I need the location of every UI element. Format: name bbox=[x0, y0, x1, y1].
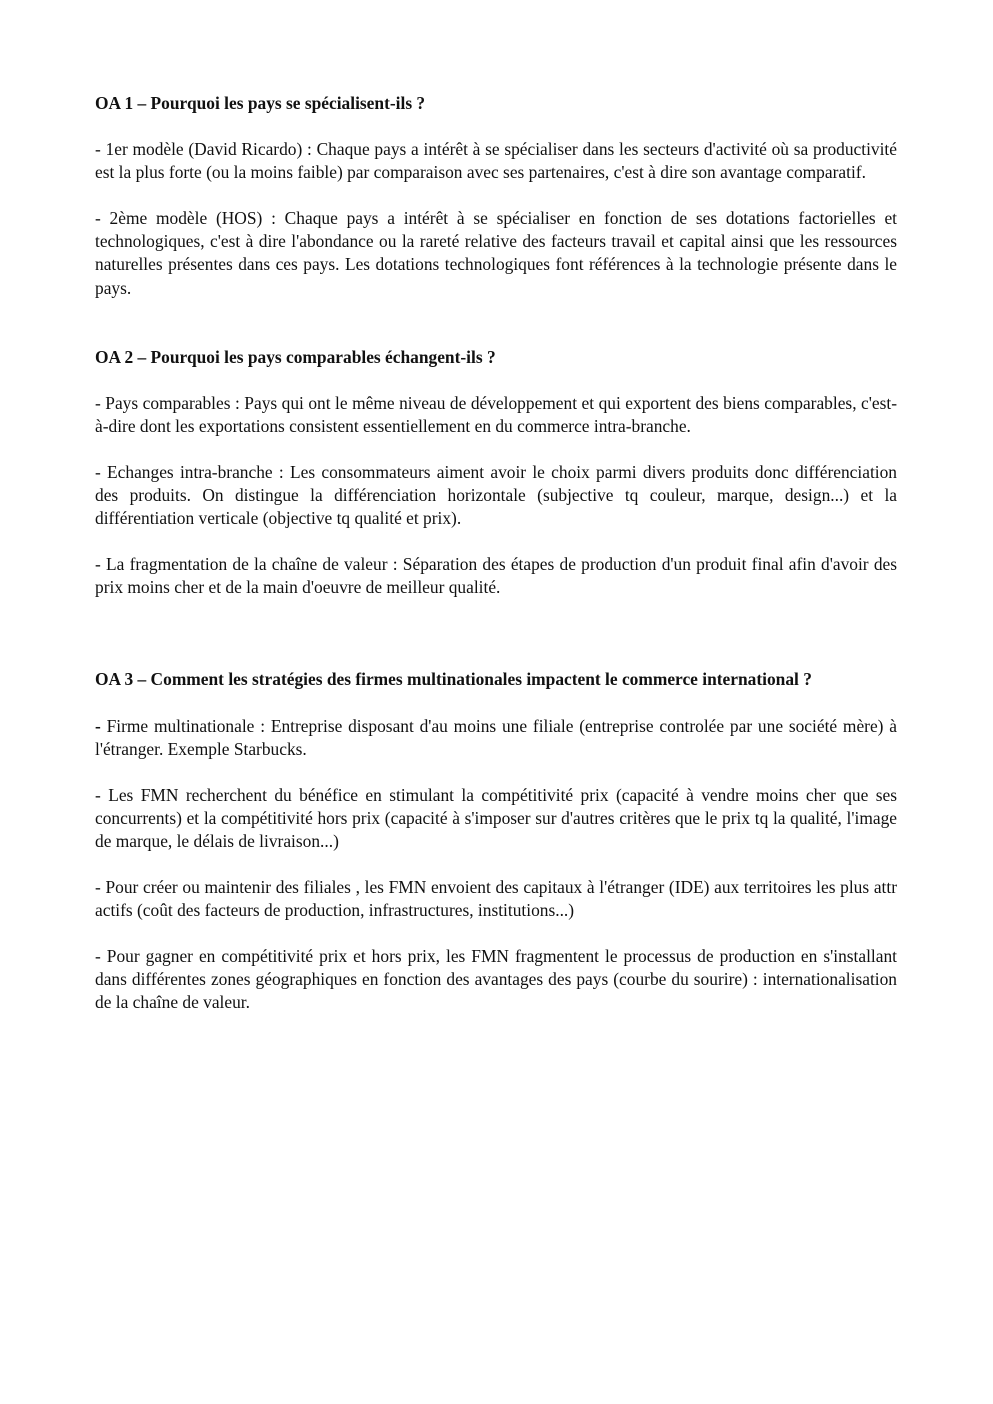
spacer bbox=[95, 184, 897, 207]
section-heading-oa2: OA 2 – Pourquoi les pays comparables échangent-ils ? bbox=[95, 346, 496, 367]
spacer bbox=[95, 369, 897, 392]
section-heading-oa1: OA 1 – Pourquoi les pays se spécialisent-ils ? bbox=[95, 93, 426, 113]
paragraph-fmn-benefice: - Les FMN recherchent du bénéfice en stimulant la compétitivité prix (capacité à vendre moins cher que ses concurrents) et la compétitivité hors prix (capacité à s'imposer sur d'autres critères que le prix tq la qualité, l'image de marque, le délais de livraison...) bbox=[95, 784, 897, 851]
spacer bbox=[95, 300, 897, 346]
document-page bbox=[95, 92, 897, 1014]
paragraph-echanges-intra-branche: - Echanges intra-branche : Les consommateurs aiment avoir le choix parmi divers produits donc différenciation des produits. On distingue la différenciation horizontale (subjective tq couleur, marque, design...) et la différentiation verticale (objective tq qualité et prix). bbox=[95, 461, 897, 529]
paragraph-fragmentation: - La fragmentation de la chaîne de valeur : Séparation des étapes de production d'un produit final afin d'avoir des prix moins cher et de la main d'oeuvre de meilleur qualité. bbox=[95, 554, 897, 598]
paragraph-ricardo: - 1er modèle (David Ricardo) : Chaque pays a intérêt à se spécialiser dans les secteurs d'activité où sa productivité est la plus forte (ou la moins faible) par comparaison avec ses partenaires, c'est à dire son avantage comparatif. bbox=[95, 139, 897, 183]
spacer bbox=[95, 692, 897, 715]
section-heading-oa3: OA 3 – Comment les stratégies des firmes multinationales impactent le commerce international ? bbox=[95, 669, 812, 690]
paragraph-fmn-fragmentation: - Pour gagner en compétitivité prix et hors prix, les FMN fragmentent le processus de production en s'installant dans différentes zones géographiques en fonction des avantages des pays (courbe du sourire) : internationalisation de la chaîne de valeur. bbox=[95, 946, 897, 1013]
paragraph-pays-comparables: - Pays comparables : Pays qui ont le même niveau de développement et qui exportent des biens comparables, c'est-à-dire dont les exportations consistent essentiellement en du commerce intra-branche. bbox=[95, 392, 897, 436]
paragraph-firme-multinationale bbox=[95, 715, 897, 761]
bold-dash: - bbox=[95, 715, 101, 736]
spacer bbox=[95, 530, 897, 553]
spacer bbox=[95, 761, 897, 784]
paragraph-fmn-filiales: - Pour créer ou maintenir des filiales , les FMN envoient des capitaux à l'étranger (IDE) aux territoires les plus attr actifs (coût des facteurs de production, infrastructures, institutions...) bbox=[95, 876, 897, 921]
spacer bbox=[95, 438, 897, 461]
paragraph-text: Firme multinationale : Entreprise disposant d'au moins une filiale (entreprise controlée par une société mère) à l'étranger. Exemple Starbucks. bbox=[95, 715, 897, 759]
spacer bbox=[95, 922, 897, 945]
spacer bbox=[95, 853, 897, 876]
spacer bbox=[95, 115, 897, 138]
spacer bbox=[95, 599, 897, 668]
paragraph-hos: - 2ème modèle (HOS) : Chaque pays a intérêt à se spécialiser en fonction de ses dotations factorielles et technologiques, c'est à dire l'abondance ou la rareté relative des facteurs travail et capital ainsi que les ressources naturelles présentes dans ces pays. Les dotations technologiques font références à la technologie présente dans le pays. bbox=[95, 208, 897, 298]
